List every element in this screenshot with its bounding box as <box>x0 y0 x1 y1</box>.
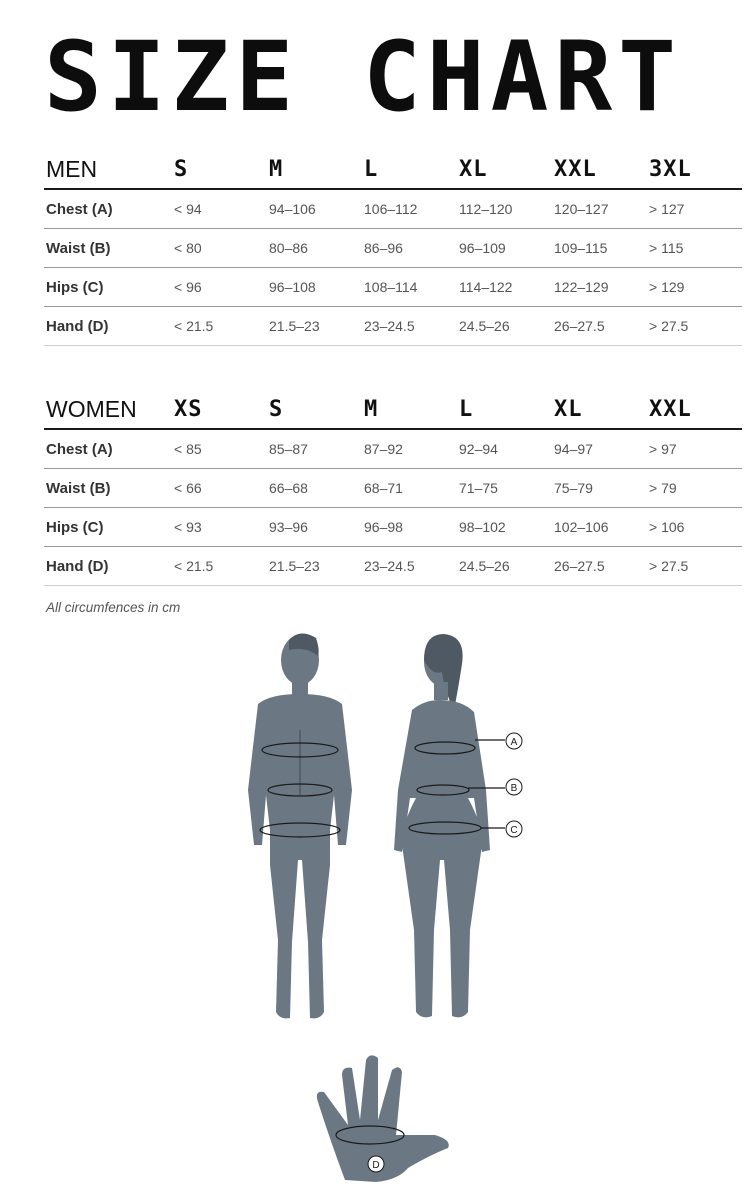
units-note: All circumfences in cm <box>46 600 181 615</box>
marker-a <box>506 733 522 749</box>
women-table-label: WOMEN <box>44 390 172 429</box>
men-header-row <box>44 150 742 189</box>
women-size-header: S <box>267 390 362 429</box>
table-cell: 106–112 <box>362 189 457 229</box>
table-cell: 94–106 <box>267 189 362 229</box>
table-cell: 92–94 <box>457 429 552 469</box>
table-row <box>44 429 742 469</box>
row-label: Hips (C) <box>44 268 172 307</box>
table-cell: 26–27.5 <box>552 547 647 586</box>
table-cell: 75–79 <box>552 469 647 508</box>
marker-c <box>506 821 522 837</box>
men-size-header: XL <box>457 150 552 189</box>
women-size-table <box>44 390 742 586</box>
men-size-header: XXL <box>552 150 647 189</box>
table-cell: > 79 <box>647 469 742 508</box>
table-cell: 71–75 <box>457 469 552 508</box>
table-cell: 68–71 <box>362 469 457 508</box>
table-cell: 120–127 <box>552 189 647 229</box>
table-cell: > 127 <box>647 189 742 229</box>
table-cell: 24.5–26 <box>457 307 552 346</box>
male-figure <box>248 633 352 1018</box>
table-cell: 21.5–23 <box>267 547 362 586</box>
men-table-label: MEN <box>44 150 172 189</box>
women-size-header: XS <box>172 390 267 429</box>
men-size-header: M <box>267 150 362 189</box>
table-cell: > 97 <box>647 429 742 469</box>
marker-b <box>506 779 522 795</box>
table-cell: 108–114 <box>362 268 457 307</box>
table-cell: 112–120 <box>457 189 552 229</box>
table-cell: < 66 <box>172 469 267 508</box>
table-cell: 80–86 <box>267 229 362 268</box>
female-figure <box>394 634 490 1017</box>
table-cell: < 94 <box>172 189 267 229</box>
table-cell: > 27.5 <box>647 547 742 586</box>
measurement-illustration <box>0 620 744 1195</box>
table-cell: < 21.5 <box>172 547 267 586</box>
table-cell: 114–122 <box>457 268 552 307</box>
table-row <box>44 268 742 307</box>
table-cell: 102–106 <box>552 508 647 547</box>
men-size-header: 3XL <box>647 150 742 189</box>
row-label: Chest (A) <box>44 429 172 469</box>
marker-a-label: A <box>510 737 518 748</box>
row-label: Hand (D) <box>44 307 172 346</box>
table-row <box>44 189 742 229</box>
row-label: Waist (B) <box>44 469 172 508</box>
table-cell: 96–108 <box>267 268 362 307</box>
table-row <box>44 508 742 547</box>
table-cell: 23–24.5 <box>362 307 457 346</box>
table-cell: 93–96 <box>267 508 362 547</box>
marker-d-label: D <box>372 1160 380 1171</box>
table-cell: < 21.5 <box>172 307 267 346</box>
table-cell: 96–109 <box>457 229 552 268</box>
table-cell: 23–24.5 <box>362 547 457 586</box>
table-cell: > 106 <box>647 508 742 547</box>
table-cell: > 129 <box>647 268 742 307</box>
women-size-header: L <box>457 390 552 429</box>
marker-d <box>368 1156 384 1172</box>
row-label: Hips (C) <box>44 508 172 547</box>
table-cell: 85–87 <box>267 429 362 469</box>
table-row <box>44 307 742 346</box>
table-cell: 122–129 <box>552 268 647 307</box>
men-size-header: L <box>362 150 457 189</box>
row-label: Waist (B) <box>44 229 172 268</box>
women-header-row <box>44 390 742 429</box>
marker-b-label: B <box>510 783 518 794</box>
table-row <box>44 547 742 586</box>
page-title: SIZE CHART <box>44 21 682 133</box>
table-cell: < 93 <box>172 508 267 547</box>
table-cell: 66–68 <box>267 469 362 508</box>
row-label: Hand (D) <box>44 547 172 586</box>
table-cell: < 80 <box>172 229 267 268</box>
table-cell: 87–92 <box>362 429 457 469</box>
row-label: Chest (A) <box>44 189 172 229</box>
table-cell: > 115 <box>647 229 742 268</box>
women-size-header: XL <box>552 390 647 429</box>
women-size-header: XXL <box>647 390 742 429</box>
table-cell: 94–97 <box>552 429 647 469</box>
table-cell: 86–96 <box>362 229 457 268</box>
table-cell: 98–102 <box>457 508 552 547</box>
table-cell: 24.5–26 <box>457 547 552 586</box>
table-cell: < 85 <box>172 429 267 469</box>
table-cell: > 27.5 <box>647 307 742 346</box>
table-cell: 109–115 <box>552 229 647 268</box>
table-cell: 21.5–23 <box>267 307 362 346</box>
women-size-header: M <box>362 390 457 429</box>
table-row <box>44 469 742 508</box>
marker-c-label: C <box>510 825 518 836</box>
table-cell: < 96 <box>172 268 267 307</box>
men-size-header: S <box>172 150 267 189</box>
table-cell: 96–98 <box>362 508 457 547</box>
table-cell: 26–27.5 <box>552 307 647 346</box>
table-row <box>44 229 742 268</box>
men-size-table <box>44 150 742 346</box>
